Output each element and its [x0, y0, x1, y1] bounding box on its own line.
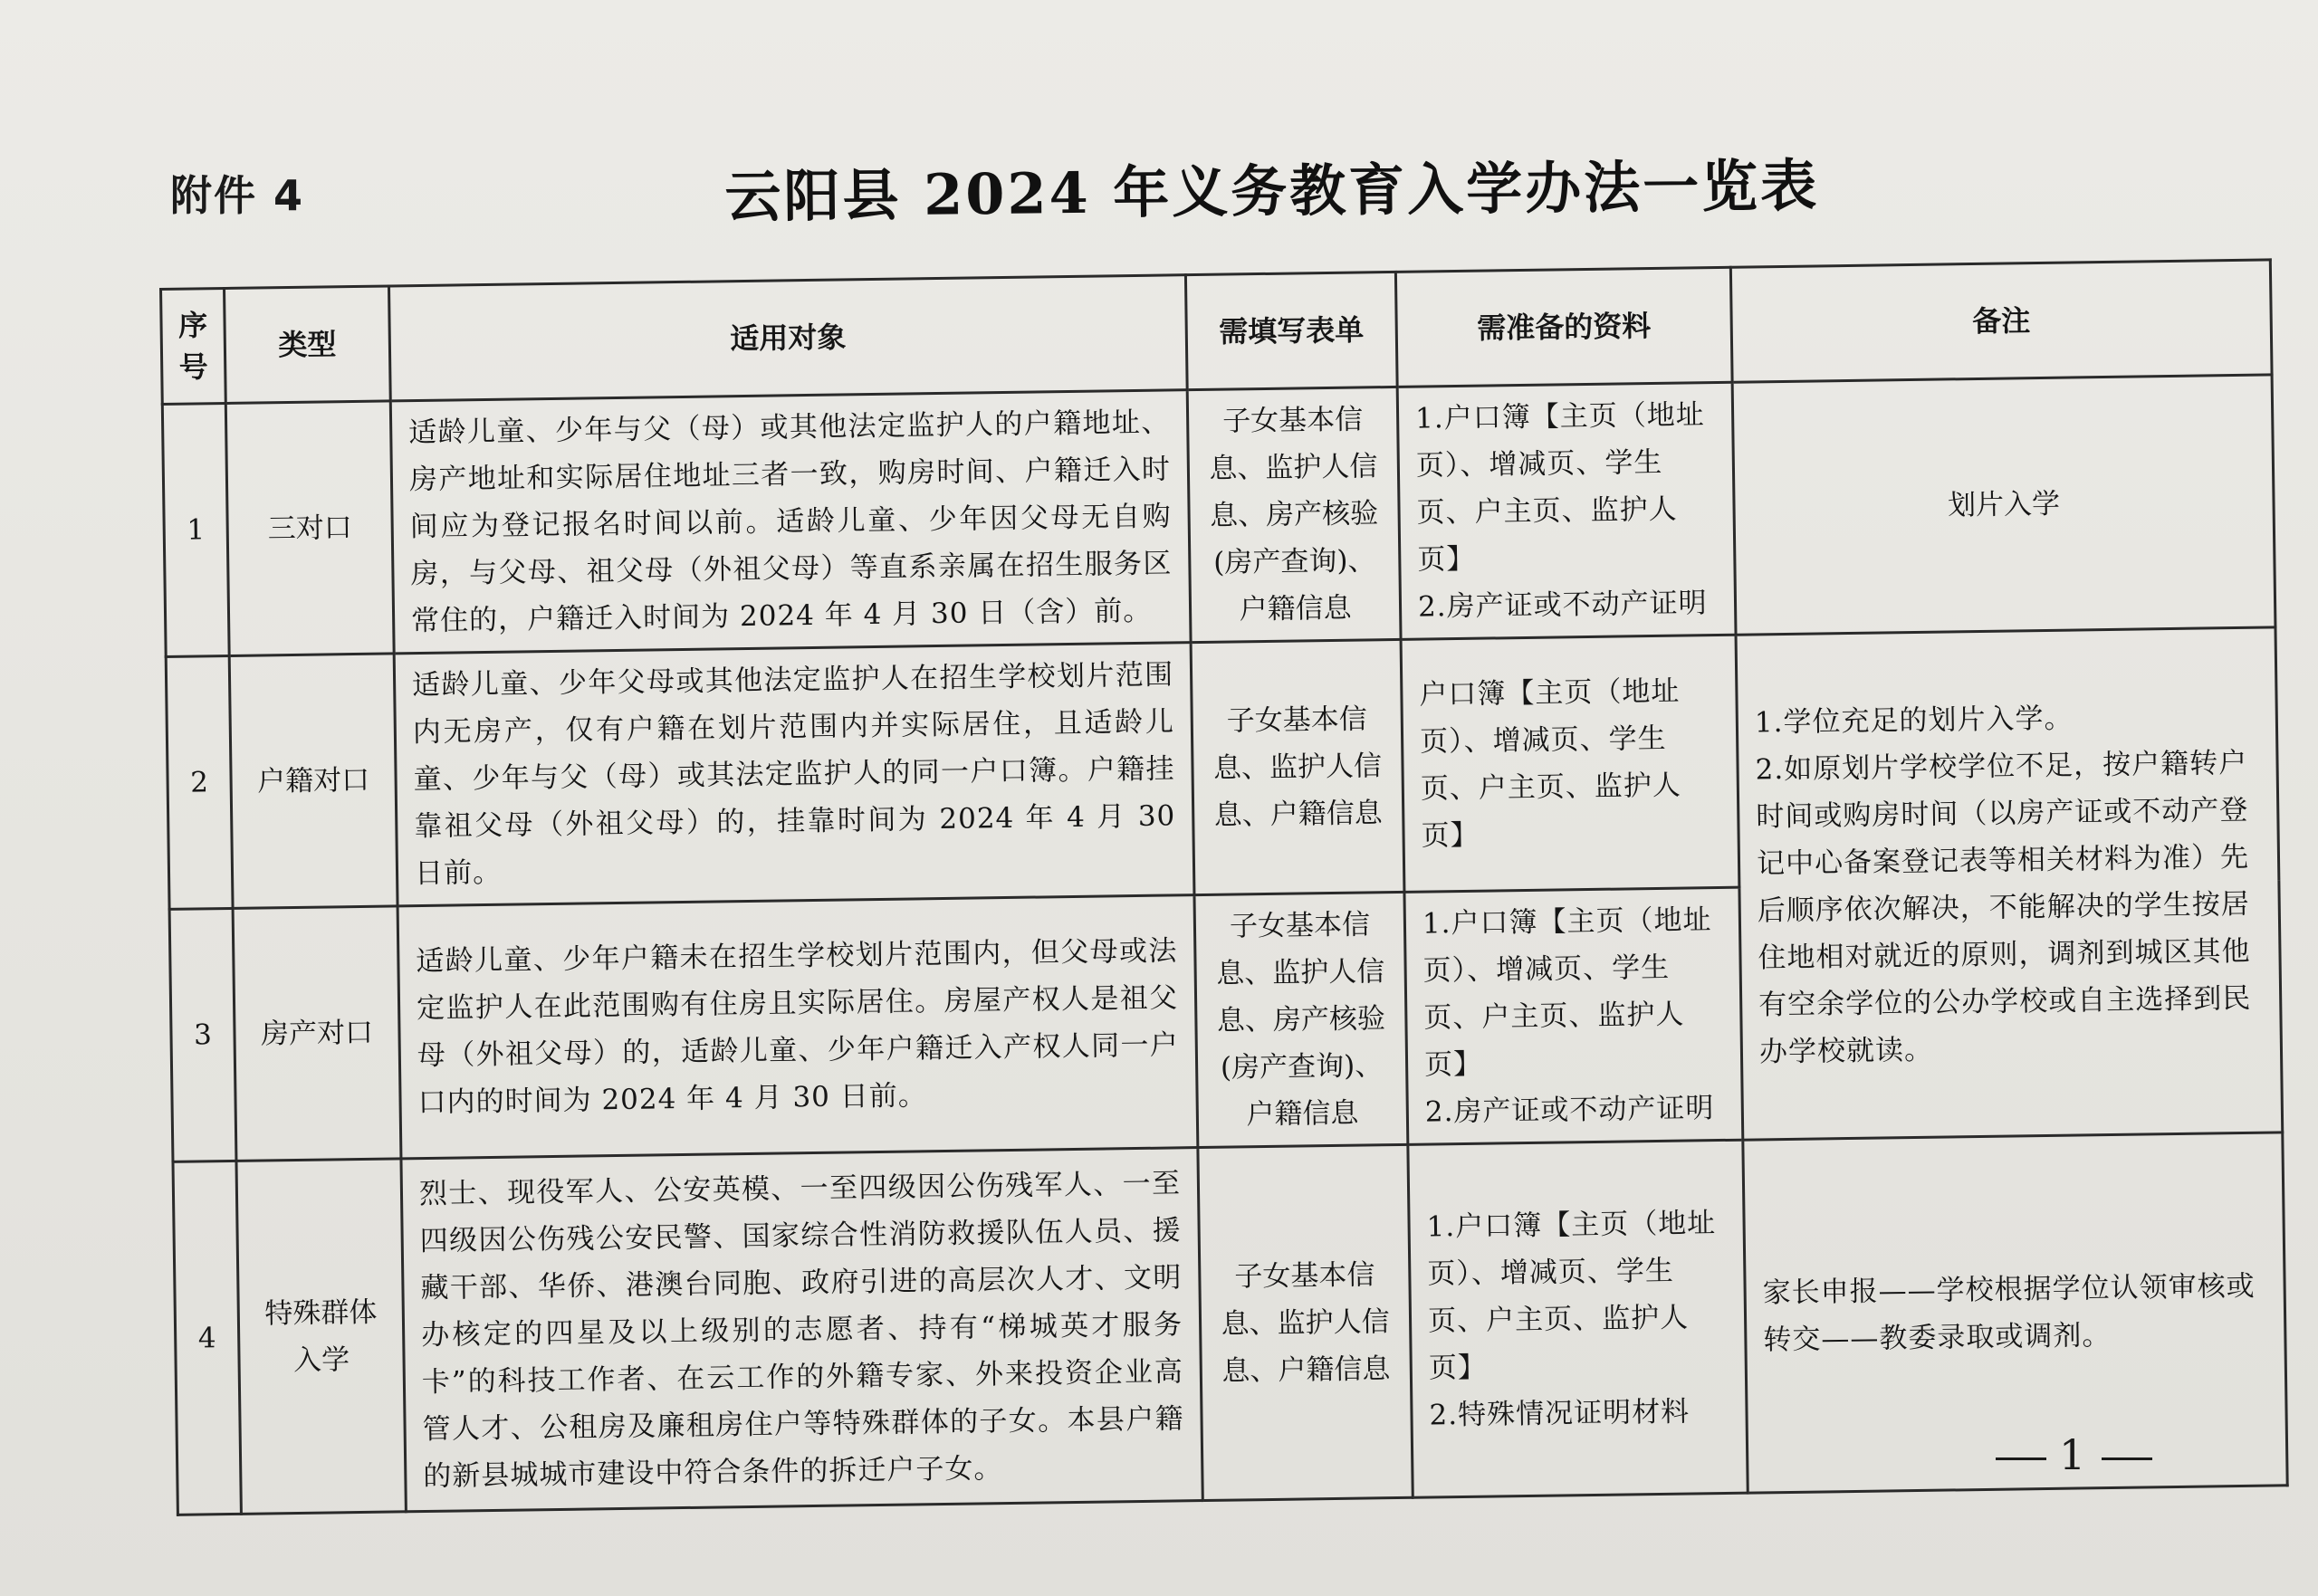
- document-title: 云阳县 2024 年义务教育入学办法一览表: [724, 152, 1820, 230]
- row-notes: [1732, 375, 2275, 635]
- row-notes-item: 1.学位充足的划片入学。: [1754, 702, 2074, 739]
- row-materials-item: 1.户口簿【主页（地址页）、增减页、学生页、户主页、监护人页】: [1414, 398, 1705, 577]
- page-number-dash-left: [1996, 1457, 2046, 1460]
- row-materials-item: 户口簿【主页（地址页）、增减页、学生页、户主页、监护人页】: [1419, 674, 1682, 853]
- header-materials: 需准备的资料: [1395, 267, 1732, 387]
- attachment-label: 附件 4: [170, 171, 305, 220]
- row-type: 房产对口: [233, 906, 401, 1161]
- row-index: 3: [169, 908, 236, 1161]
- row-type: 户籍对口: [229, 654, 398, 909]
- row-materials: [1397, 382, 1736, 639]
- enrollment-table: [159, 258, 2289, 1515]
- row-type: 三对口: [225, 401, 394, 656]
- row-index: 4: [173, 1161, 241, 1515]
- row-materials-item: 1.户口簿【主页（地址页）、增减页、学生页、户主页、监护人页】: [1422, 903, 1712, 1082]
- row-type: 特殊群体入学: [236, 1159, 406, 1515]
- header-forms: 需填写表单: [1185, 272, 1397, 389]
- row-materials: [1404, 887, 1743, 1144]
- enrollment-table-wrap: [159, 258, 2286, 1515]
- row-forms: 子女基本信息、监护人信息、户籍信息: [1191, 639, 1404, 894]
- row-materials-item: 2.特殊情况证明材料: [1429, 1395, 1691, 1432]
- row-forms: 子女基本信息、监护人信息、户籍信息: [1198, 1144, 1413, 1500]
- row-materials-item: 2.房产证或不动产证明: [1424, 1092, 1715, 1129]
- row-index: 2: [166, 655, 233, 909]
- header-notes: 备注: [1730, 260, 2272, 382]
- row-target: 适龄儿童、少年与父（母）或其他法定监护人的户籍地址、房产地址和实际居住地址三者一致，购房时间、户籍迁入时间应为登记报名时间以前。适龄儿童、少年因父母无自购房，与父母、祖父母（外祖父母）等直系亲属在招生服务区常住的，户籍迁入时间为 2024 年 4 月 30 日（含）前。: [390, 390, 1191, 654]
- row-notes-text: 划片入学: [1947, 487, 2061, 522]
- row-forms: 子女基本信息、监护人信息、房产核验(房产查询)、户籍信息: [1194, 892, 1408, 1147]
- row-notes-text: 家长申报——学校根据学位认领审核或转交——教委录取或调剂。: [1762, 1269, 2256, 1356]
- row-target: 适龄儿童、少年户籍未在招生学校划片范围内，但父母或法定监护人在此范围购有住房且实际居住。房屋产权人是祖父母（外祖父母）的，适龄儿童、少年户籍迁入产权人同一户口内的时间为 2024 年 4 月 30 日前。: [398, 895, 1198, 1159]
- header-target: 适用对象: [388, 275, 1187, 401]
- row-index: 1: [162, 403, 229, 656]
- table-row: [166, 627, 2279, 910]
- row-target: 烈士、现役军人、公安英模、一至四级因公伤残军人、一至四级因公伤残公安民警、国家综合性消防救援队伍人员、援藏干部、华侨、港澳台同胞、政府引进的高层次人才、文明办核定的四星及以上级别的志愿者、持有“梯城英才服务卡”的科技工作者、在云工作的外籍专家、外来投资企业高管人才、公租房及廉租房住户等特殊群体的子女。本县户籍的新县城城市建设中符合条件的拆迁户子女。: [401, 1148, 1202, 1512]
- page-number-value: 1: [2059, 1430, 2090, 1479]
- row-target: 适龄儿童、少年父母或其他法定监护人在招生学校划片范围内无房产，仅有户籍在划片范围内并实际居住，且适龄儿童、少年与父（母）或其法定监护人的同一户口簿。户籍挂靠祖父母（外祖父母）的，挂靠时间为 2024 年 4 月 30 日前。: [394, 643, 1194, 906]
- row-materials-item: 2.房产证或不动产证明: [1417, 587, 1708, 624]
- table-row: [162, 375, 2275, 657]
- row-forms: 子女基本信息、监护人信息、房产核验(房产查询)、户籍信息: [1187, 387, 1401, 642]
- row-notes-item: 2.如原划片学校学位不足，按户籍转户时间或购房时间（以房产证或不动产登记中心备案登记表等相关材料为准）先后顺序依次解决，不能解决的学生按居住地相对就近的原则，调剂到城区其他有空余学位的公办学校或自主选择到民办学校就读。: [1755, 746, 2252, 1068]
- header-index-line2: 号: [178, 349, 208, 385]
- row-materials-item: 1.户口簿【主页（地址页）、增减页、学生页、户主页、监护人页】: [1426, 1206, 1717, 1385]
- table-row: [173, 1132, 2287, 1515]
- header-type: 类型: [225, 286, 391, 404]
- row-materials: [1401, 635, 1739, 892]
- header-index: [161, 289, 226, 405]
- row-notes-shared: [1736, 627, 2283, 1140]
- page-number-dash-right: [2102, 1457, 2152, 1460]
- page-number: [1983, 1430, 2165, 1479]
- row-materials: [1408, 1140, 1748, 1497]
- header-index-line1: 序: [177, 308, 208, 343]
